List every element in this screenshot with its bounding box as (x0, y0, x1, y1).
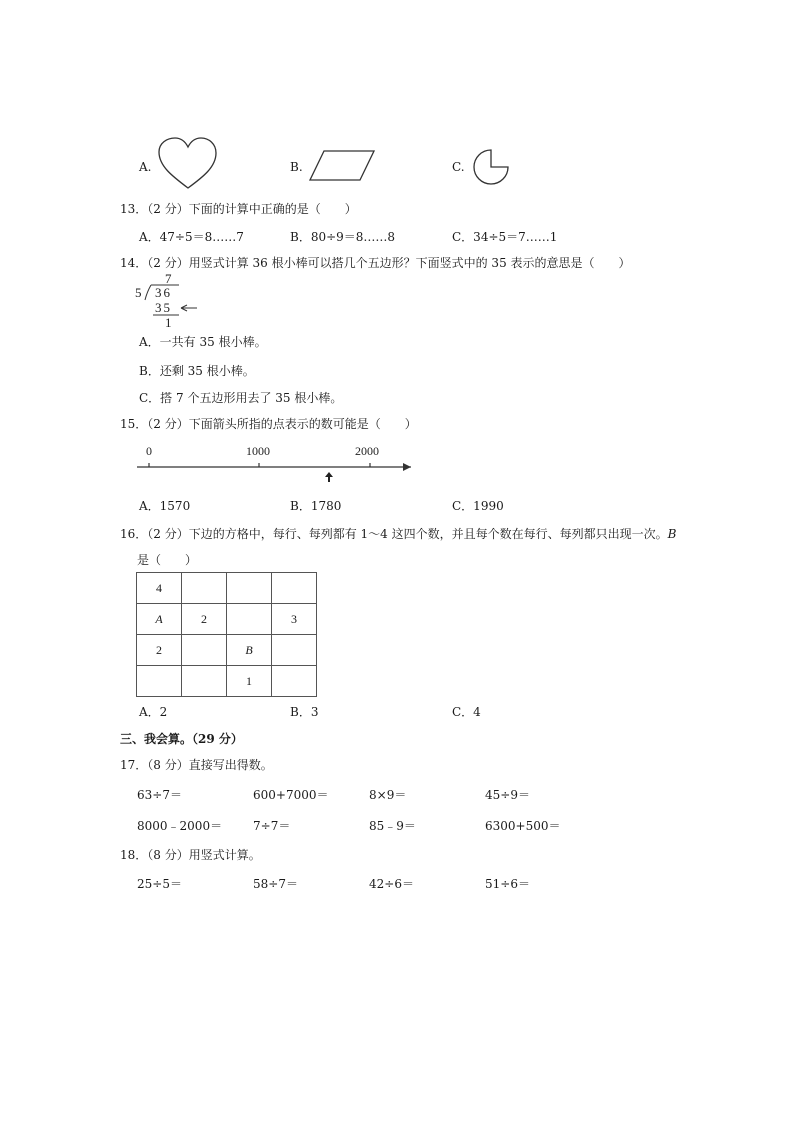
grid-cell-a: A (137, 604, 182, 635)
q16-option-a[interactable]: A．2 (139, 705, 168, 719)
grid-row (137, 666, 317, 697)
q18-item: 51÷6＝ (485, 877, 530, 891)
q13-option-b[interactable]: B．80÷9＝8……8 (290, 230, 396, 244)
q12-option-b-label: B. (290, 160, 303, 174)
q14-option-b[interactable]: B．还剩 35 根小棒。 (139, 364, 255, 378)
grid-cell: 4 (137, 573, 182, 604)
grid-cell (227, 604, 272, 635)
grid-cell (227, 573, 272, 604)
q15-option-a[interactable]: A．1570 (139, 499, 191, 513)
number-line-label-1000: 1000 (246, 444, 270, 458)
division-dividend: 36 (155, 285, 172, 300)
q15-option-c[interactable]: C．1990 (452, 499, 504, 513)
number-line-label-0: 0 (146, 444, 152, 458)
division-product: 35 (155, 300, 172, 315)
q17-item: 600+7000＝ (253, 788, 329, 802)
q13-option-a[interactable]: A．47÷5＝8……7 (139, 230, 244, 244)
grid-cell: 3 (272, 604, 317, 635)
grid-cell (272, 635, 317, 666)
q13-option-c[interactable]: C．34÷5＝7……1 (452, 230, 558, 244)
grid-cell (272, 666, 317, 697)
q12-option-c-label: C. (452, 160, 465, 174)
q18-item: 25÷5＝ (137, 877, 182, 891)
q17-item: 6300+500＝ (485, 819, 561, 833)
pie-quarter-cut-icon (472, 148, 510, 186)
grid-row (137, 573, 317, 604)
grid-cell: 1 (227, 666, 272, 697)
q17-item: 63÷7＝ (137, 788, 182, 802)
section-3-title: 三、我会算。（29 分） (120, 732, 243, 746)
q15-stem: 15．（2 分）下面箭头所指的点表示的数可能是（ ） (120, 417, 417, 431)
q17-item: 85﹣9＝ (369, 819, 416, 833)
grid-cell: 2 (182, 604, 227, 635)
q16-stem-line1 (120, 525, 676, 542)
grid-cell (182, 666, 227, 697)
grid-cell-b: B (227, 635, 272, 666)
q17-stem: 17．（8 分）直接写出得数。 (120, 758, 273, 772)
q12-option-a-label: A. (139, 160, 152, 174)
number-line (135, 442, 420, 484)
arrow-up-icon (325, 472, 333, 482)
q13-stem: 13．（2 分）下面的计算中正确的是（ ） (120, 202, 357, 216)
parallelogram-icon (308, 150, 376, 182)
q15-option-b[interactable]: B．1780 (290, 499, 342, 513)
q17-item: 45÷9＝ (485, 788, 530, 802)
q16-stem-b: B (667, 527, 677, 541)
q16-stem-text: 16．（2 分）下边的方格中，每行、每列都有 1～4 这四个数，并且每个数在每行、每列都只出现一次。 (120, 527, 668, 541)
grid-row (137, 635, 317, 666)
grid-cell (272, 573, 317, 604)
division-divisor: 5 (135, 285, 142, 300)
division-remainder: 1 (165, 315, 172, 330)
q18-item: 42÷6＝ (369, 877, 414, 891)
q18-stem: 18．（8 分）用竖式计算。 (120, 848, 261, 862)
q14-option-a[interactable]: A．一共有 35 根小棒。 (139, 335, 267, 349)
q17-item: 8×9＝ (369, 788, 407, 802)
q14-option-c[interactable]: C．搭 7 个五边形用去了 35 根小棒。 (139, 391, 343, 405)
grid-cell: 2 (137, 635, 182, 666)
q18-item: 58÷7＝ (253, 877, 298, 891)
number-line-label-2000: 2000 (355, 444, 379, 458)
q14-stem: 14．（2 分）用竖式计算 36 根小棒可以搭几个五边形？下面竖式中的 35 表示的意思是（ ） (120, 256, 631, 270)
latin-square-grid (136, 572, 317, 697)
q16-option-c[interactable]: C．4 (452, 705, 481, 719)
grid-cell (182, 573, 227, 604)
division-quotient: 7 (165, 271, 172, 286)
long-division-figure (133, 270, 213, 330)
heart-icon (158, 138, 218, 190)
grid-row (137, 604, 317, 635)
q17-item: 8000﹣2000＝ (137, 819, 223, 833)
q16-option-b[interactable]: B．3 (290, 705, 319, 719)
q17-item: 7÷7＝ (253, 819, 291, 833)
q16-stem-line2: 是（ ） (137, 553, 198, 567)
grid-cell (182, 635, 227, 666)
grid-cell (137, 666, 182, 697)
